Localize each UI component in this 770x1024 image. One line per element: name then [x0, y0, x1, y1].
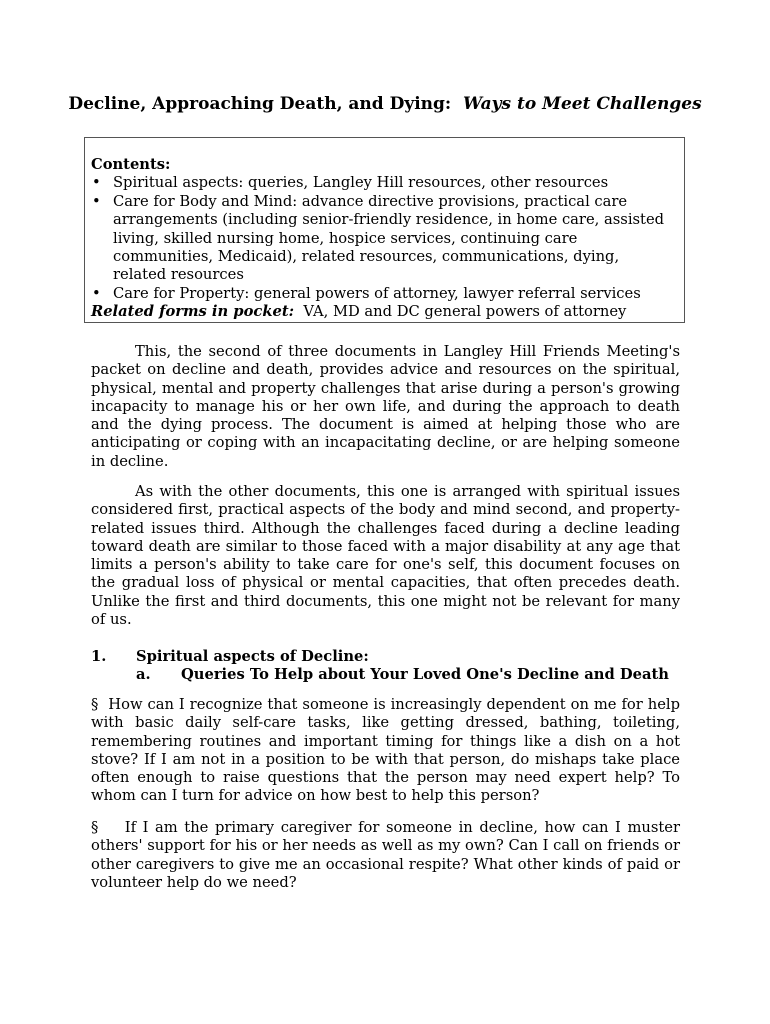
arrangement-paragraph: As with the other documents, this one is arranged with spiritual issues considered first, practical aspects of the body and mind second, and property-related issues third. Although the challenges faced during a decline leading toward death are similar to those faced with a major disability at any age that limits a person's ability to take care for one's self, this document focuses on the gradual loss of physical or mental capacities, that often precedes death. Unlike the first and third documents, this one might not be relevant for many of us. [91, 483, 680, 629]
bullet-icon: • [92, 192, 101, 210]
title-italic: Ways to Meet Challenges [463, 94, 702, 114]
list-item-text: Spiritual aspects: queries, Langley Hill resources, other resources [113, 174, 609, 192]
contents-heading: Contents: [91, 156, 171, 173]
bullet-icon: • [92, 174, 101, 192]
query-text: How can I recognize that someone is increasingly dependent on me for help with basic daily self-care tasks, like getting dressed, bathing, toileting, remembering routines and important timing for things like a dish on a hot stove? If I am not in a position to be with that person, do mishaps take place often enough to raise questions that the person may need expert help? To whom can I turn for advice on how best to help this person? [91, 696, 680, 805]
list-item [91, 193, 674, 285]
list-item-text: Care for Body and Mind: advance directive provisions, practical care arrangements (including senior-friendly residence, in home care, assisted living, skilled nursing home, hospice services, continuing care communities, Medicaid), related resources, communications, dying, related resources [113, 192, 665, 284]
section-title: Spiritual aspects of Decline: [136, 648, 369, 665]
list-item [91, 285, 674, 303]
related-forms-text: VA, MD and DC general powers of attorney [303, 303, 627, 321]
section-symbol-icon: § [91, 696, 99, 713]
list-item [91, 174, 674, 192]
section-number: 1. [91, 648, 107, 665]
query-paragraph [91, 696, 680, 806]
subsection-letter: a. [136, 666, 151, 684]
related-forms-line [91, 303, 674, 321]
subsection-title: Queries To Help about Your Loved One's Decline and Death [181, 666, 669, 684]
related-forms-label: Related forms in pocket: [91, 303, 295, 321]
subsection-title-line [91, 666, 680, 684]
title-main: Decline, Approaching Death, and Dying: [68, 94, 452, 114]
query-text: If I am the primary caregiver for someone in decline, how can I muster others' support for his or her needs as well as my own? Can I call on friends or other caregivers to give me an occasional respite? What other kinds of paid or volunteer help do we need? [91, 819, 680, 891]
section-symbol-icon: § [91, 819, 99, 836]
contents-list [91, 174, 674, 303]
section-heading [91, 648, 680, 685]
intro-paragraph: This, the second of three documents in Langley Hill Friends Meeting's packet on decline and death, provides advice and resources on the spiritual, physical, mental and property challenges that arise during a person's growing incapacity to manage his or her own life, and during the approach to death and the dying process. The document is aimed at helping those who are anticipating or coping with an incapacitating decline, or are helping someone in decline. [91, 343, 680, 470]
document-title [0, 92, 770, 116]
contents-box [84, 137, 685, 323]
section-title-line [91, 648, 680, 666]
query-paragraph [91, 819, 680, 892]
bullet-icon: • [92, 284, 101, 302]
list-item-text: Care for Property: general powers of attorney, lawyer referral services [113, 284, 641, 302]
